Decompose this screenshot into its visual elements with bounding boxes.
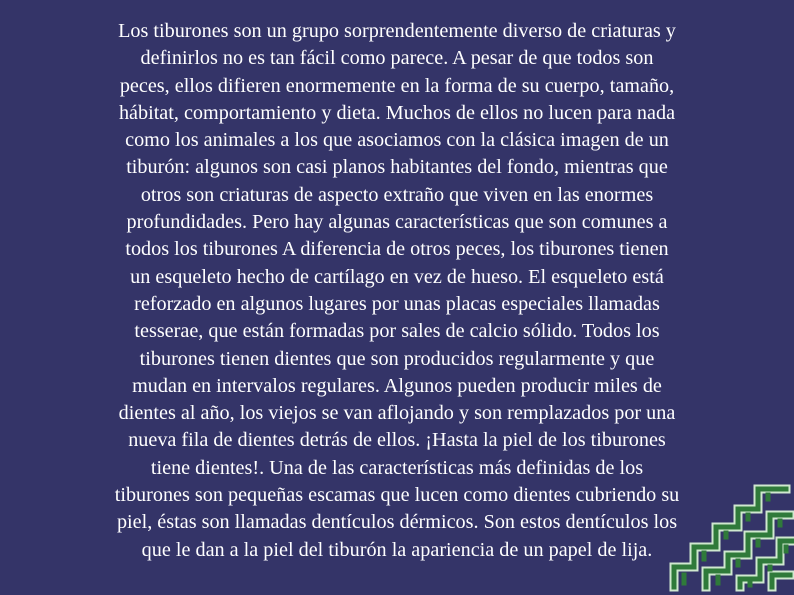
- text-line: como los animales a los que asociamos con la clásica imagen de un: [125, 129, 669, 152]
- text-line: piel, éstas son llamadas dentículos dérmicos. Son estos dentículos los: [116, 511, 678, 534]
- text-line: otros son criaturas de aspecto extraño que viven en las enormes: [140, 183, 654, 206]
- text-line: tiburón: algunos son casi planos habitantes del fondo, mientras que: [126, 156, 668, 179]
- text-line: un esqueleto hecho de cartílago en vez de hueso. El esqueleto está: [130, 265, 664, 288]
- text-line: definirlos no es tan fácil como parece. A pesar de que todos son: [140, 47, 654, 70]
- text-line: tiburones tienen dientes que son producidos regularmente y que: [139, 347, 655, 370]
- text-line: nueva fila de dientes detrás de ellos. ¡Hasta la piel de los tiburones: [128, 429, 666, 452]
- text-line: dientes al año, los viejos se van aflojando y son remplazados por una: [118, 402, 676, 425]
- text-line: que le dan a la piel del tiburón la apariencia de un papel de lija.: [141, 538, 653, 561]
- text-line: tiene dientes!. Una de las características más definidas de los: [150, 456, 644, 479]
- text-line: tiburones son pequeñas escamas que lucen como dientes cubriendo su: [114, 484, 680, 507]
- text-line: Los tiburones son un grupo sorprendentemente diverso de criaturas y: [118, 20, 676, 42]
- text-line: reforzado en algunos lugares por unas placas especiales llamadas: [134, 292, 660, 315]
- text-line: hábitat, comportamiento y dieta. Muchos de ellos no lucen para nada: [118, 101, 676, 124]
- body-text: [40, 18, 754, 564]
- text-line: tesserae, que están formadas por sales de calcio sólido. Todos los: [134, 320, 660, 343]
- text-line: profundidades. Pero hay algunas características que son comunes a: [126, 211, 668, 234]
- text-line: peces, ellos difieren enormemente en la forma de su cuerpo, tamaño,: [119, 74, 675, 97]
- text-line: todos los tiburones A diferencia de otros peces, los tiburones tienen: [125, 238, 669, 261]
- text-line: mudan en intervalos regulares. Algunos pueden producir miles de: [132, 374, 662, 397]
